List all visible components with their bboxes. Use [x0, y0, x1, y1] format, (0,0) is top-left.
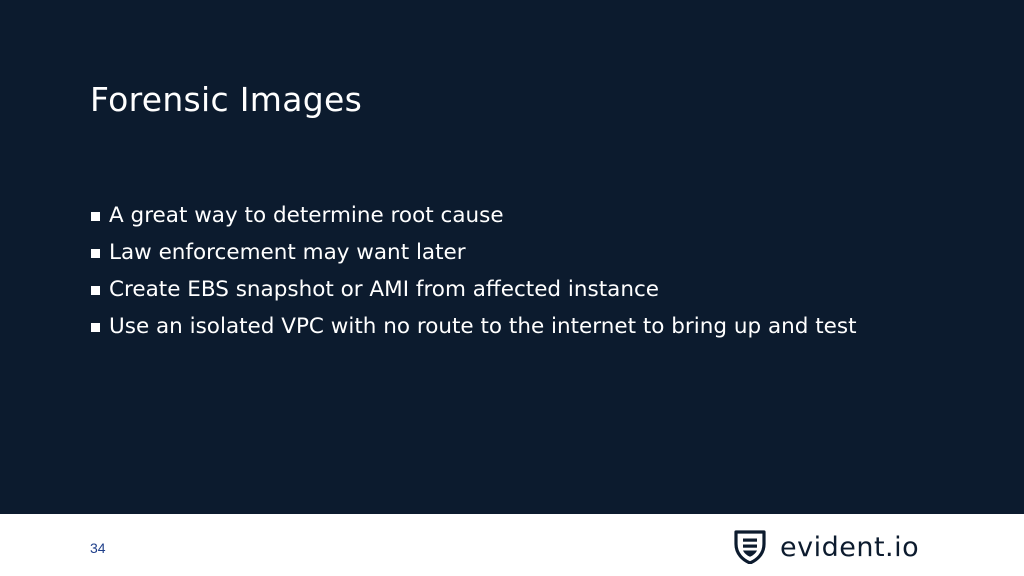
logo-wordmark: evident.io: [780, 531, 920, 563]
square-bullet-icon: [91, 212, 100, 221]
bullet-item: [91, 308, 857, 345]
bullet-text: Create EBS snapshot or AMI from affected instance: [109, 277, 659, 302]
slide-footer: [0, 514, 1024, 576]
bullet-text: Law enforcement may want later: [109, 240, 466, 265]
shield-e-icon: [734, 530, 766, 564]
square-bullet-icon: [91, 286, 100, 295]
bullet-item: [91, 197, 857, 234]
square-bullet-icon: [91, 323, 100, 332]
page-number: 34: [90, 540, 106, 556]
bullet-list: [91, 197, 857, 345]
slide-title: Forensic Images: [90, 80, 363, 119]
square-bullet-icon: [91, 249, 100, 258]
bullet-item: [91, 271, 857, 308]
bullet-text: A great way to determine root cause: [109, 203, 504, 228]
bullet-item: [91, 234, 857, 271]
evident-logo: [734, 530, 919, 564]
bullet-text: Use an isolated VPC with no route to the internet to bring up and test: [109, 314, 857, 339]
